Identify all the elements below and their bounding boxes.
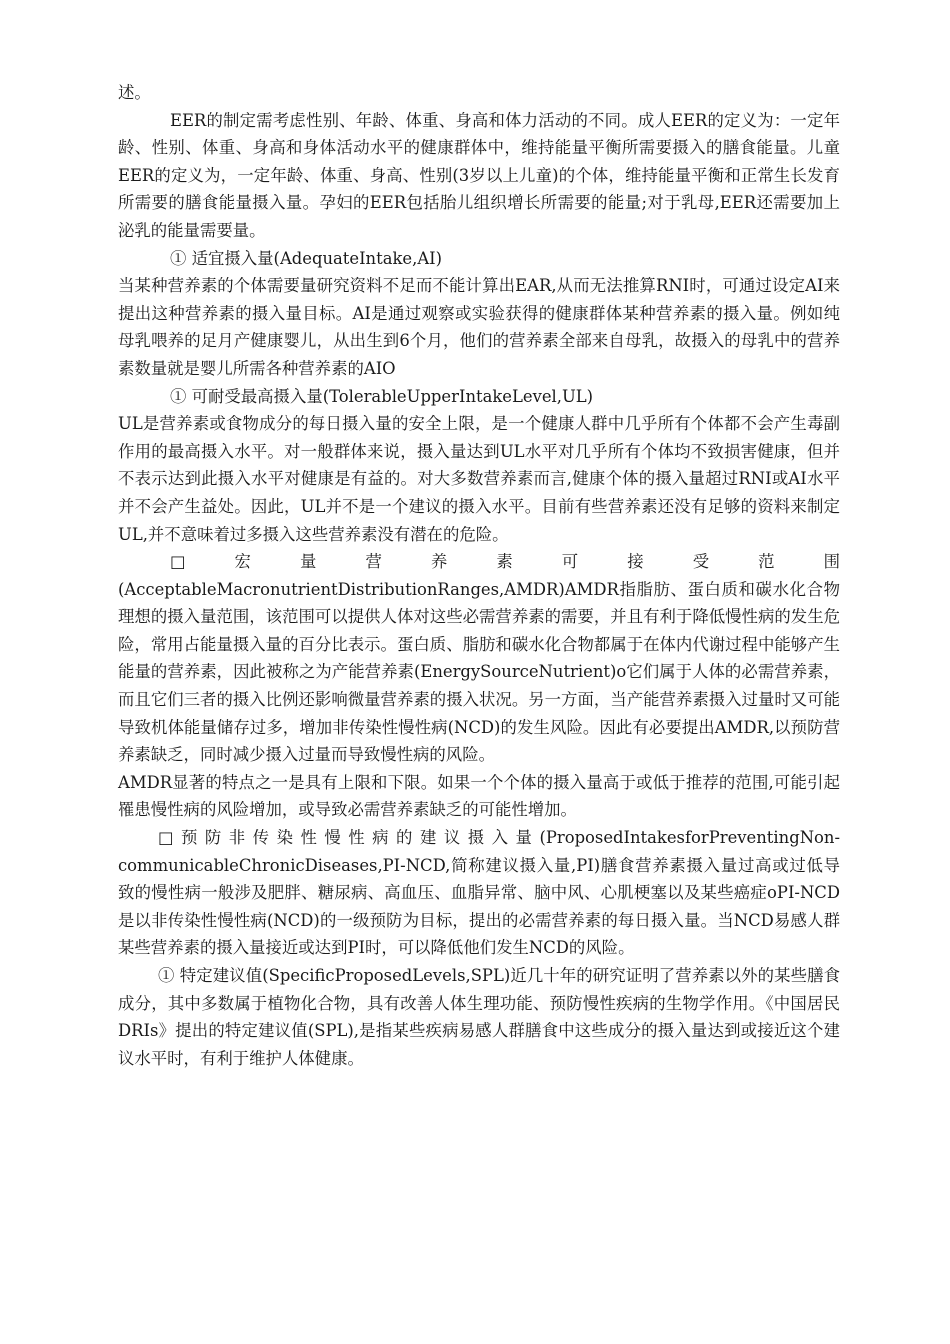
paragraph-pi-ncd-definition: □预防非传染性慢性病的建议摄入量(ProposedIntakesforPreventingNon-communicableChronicDiseases,PI-NCD,简称建议摄入量,PI)膳食营养素摄入量过高或过低导致的慢性病一般涉及肥胖、糖尿病、高血压、血脂异常、脑中风、心肌梗塞以及某些癌症oPI-NCD是以非传染性慢性病(NCD)的一级预防为目标，提出的必需营养素的每日摄入量。当NCD易感人群某些营养素的摄入量接近或达到PI时，可以降低他们发生NCD的风险。: [118, 828, 840, 958]
paragraph-ai-definition: 当某种营养素的个体需要量研究资料不足而不能计算出EAR,从而无法推算RNI时，可通过设定AI来提出这种营养素的摄入量目标。AI是通过观察或实验获得的健康群体某种营养素的摄入量。例如纯母乳喂养的足月产健康婴儿，从出生到6个月，他们的营养素全部来自母乳，故摄入的母乳中的营养素数量就是婴儿所需各种营养素的AIO: [118, 276, 840, 378]
paragraph-eer-definition: EER的制定需考虑性别、年龄、体重、身高和体力活动的不同。成人EER的定义为：一定年龄、性别、体重、身高和身体活动水平的健康群体中，维持能量平衡所需要摄入的膳食能量。儿童EER的定义为，一定年龄、体重、身高、性别(3岁以上儿童)的个体，维持能量平衡和正常生长发育所需要的膳食能量摄入量。孕妇的EER包括胎儿组织增长所需要的能量;对于乳母,EER还需要加上泌乳的能量需要量。: [118, 110, 840, 240]
heading-adequate-intake: ① 适宜摄入量(AdequateIntake,AI): [170, 248, 443, 268]
heading-tolerable-upper-intake: ① 可耐受最高摄入量(TolerableUpperIntakeLevel,UL): [170, 386, 594, 406]
paragraph-continuation: 述。: [118, 83, 151, 102]
paragraph-ul-definition: UL是营养素或食物成分的每日摄入量的安全上限，是一个健康人群中几乎所有个体都不会产生毒副作用的最高摄入水平。对一般群体来说，摄入量达到UL水平对几乎所有个体均不致损害健康，但并不表示达到此摄入水平对健康是有益的。对大多数营养素而言,健康个体的摄入量超过RNI或AI水平并不会产生益处。因此，UL并不是一个建议的摄入水平。目前有些营养素还没有足够的资料来制定UL,并不意味着过多摄入这些营养素没有潜在的危险。: [118, 414, 840, 544]
paragraph-spl-definition: ① 特定建议值(SpecificProposedLevels,SPL)近几十年的研究证明了营养素以外的某些膳食成分，其中多数属于植物化合物，具有改善人体生理功能、预防慢性疾病的生物学作用。《中国居民DRIs》提出的特定建议值(SPL),是指某些疾病易感人群膳食中这些成分的摄入量达到或接近这个建议水平时，有利于维护人体健康。: [118, 966, 840, 1068]
paragraph-amdr-features: AMDR显著的特点之一是具有上限和下限。如果一个个体的摄入量高于或低于推荐的范围,可能引起罹患慢性病的风险增加，或导致必需营养素缺乏的可能性增加。: [118, 772, 840, 820]
paragraph-amdr-definition: □宏量营养素可接受范围(AcceptableMacronutrientDistributionRanges,AMDR)AMDR指脂肪、蛋白质和碳水化合物理想的摄入量范围，该范围可以提供人体对这些必需营养素的需要，并且有利于降低慢性病的发生危险，常用占能量摄入量的百分比表示。蛋白质、脂肪和碳水化合物都属于在体内代谢过程中能够产生能量的营养素，因此被称之为产能营养素(EnergySourceNutrient)o它们属于人体的必需营养素，而且它们三者的摄入比例还影响微量营养素的摄入状况。另一方面，当产能营养素摄入过量时又可能导致机体能量储存过多，增加非传染性慢性病(NCD)的发生风险。因此有必要提出AMDR,以预防营养素缺乏，同时减少摄入过量而导致慢性病的风险。: [118, 552, 840, 765]
document-body: [118, 79, 840, 1072]
